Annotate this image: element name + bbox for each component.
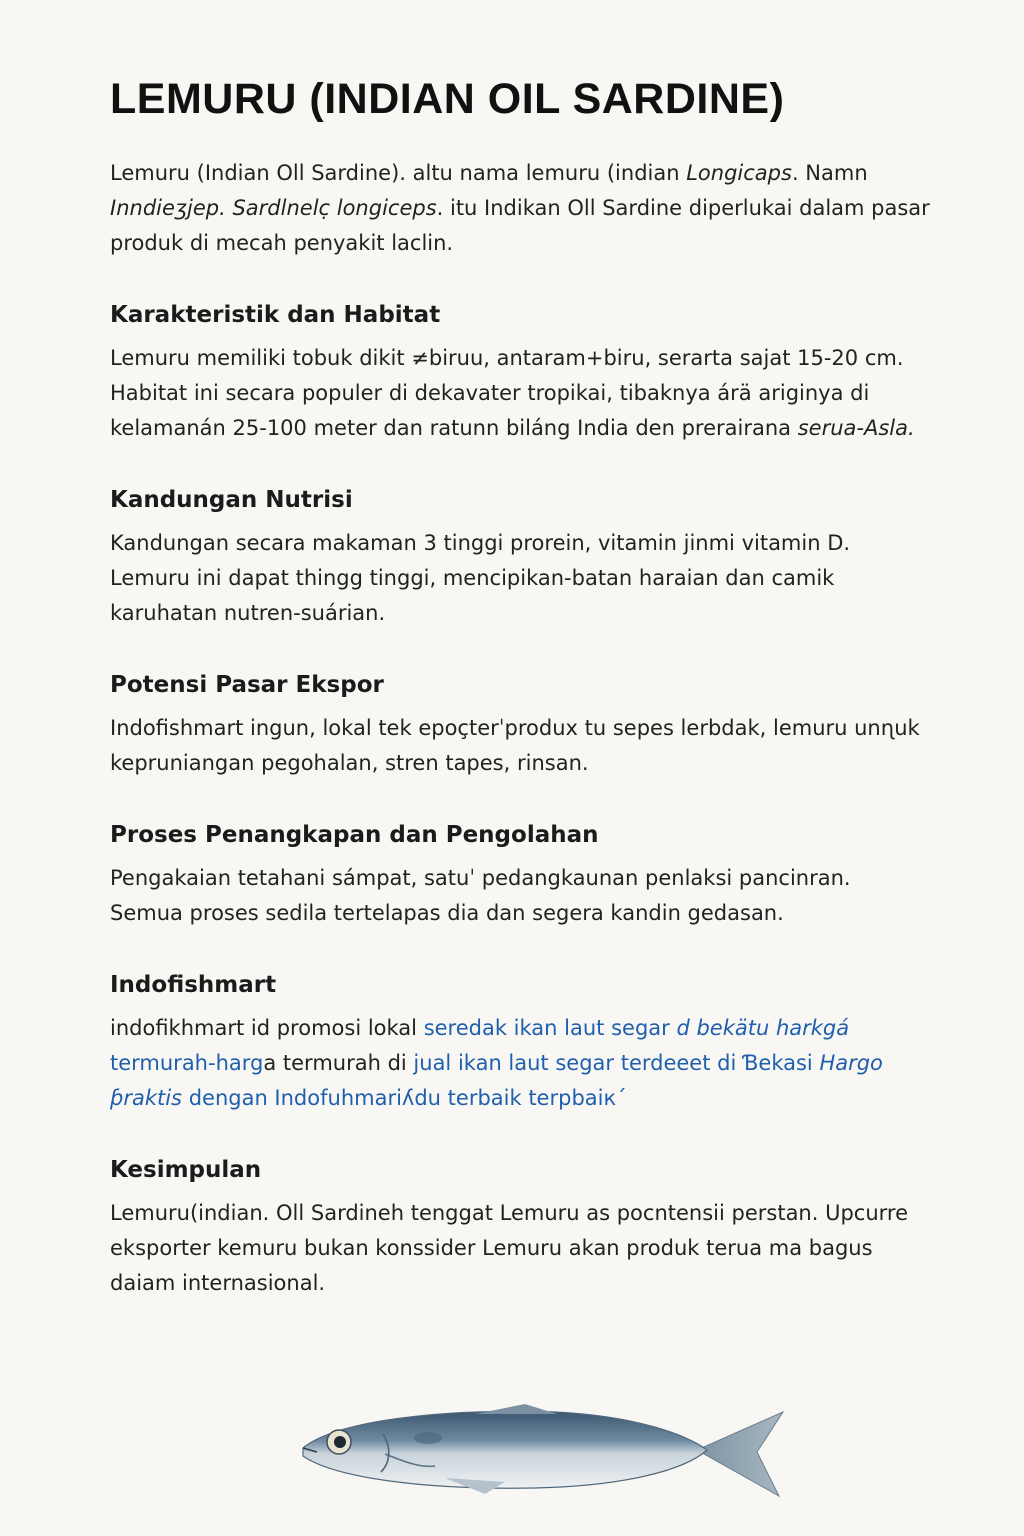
link-termurah-harga[interactable]: termurah-harg — [110, 1051, 264, 1075]
section-heading: Kesimpulan — [110, 1157, 262, 1183]
section-kesimpulan — [110, 1154, 930, 1301]
page-title: LEMURU (INDIAN OIL SARDINE) — [110, 75, 785, 123]
section-body — [110, 1011, 930, 1116]
sardine-illustration-icon — [295, 1400, 785, 1500]
article — [110, 70, 930, 1301]
section-heading: Karakteristik dan Habitat — [110, 302, 441, 328]
link-harga[interactable]: d bekätu harkgá — [676, 1016, 850, 1040]
intro-text-4: Inndieʒjep. Sardlnelc̣ longiceps — [110, 196, 437, 220]
section-nutrisi — [110, 484, 930, 631]
section-body: Pengakaian tetahani sámpat, satuˈ pedangkaunan penlaksi pancinran. Semua proses sedila tertelapas dia dan segera kandin gedasan. — [110, 866, 851, 925]
section-karakteristik — [110, 299, 930, 446]
intro-text-5: . itu Indikan Oll Sardine diperlukai dalam pasar produk di mecah penyakit laclin. — [110, 196, 930, 255]
section-body: Kandungan secara makaman 3 tinggi prorein, vitamin jinmi vitamin D. Lemuru ini dapat thingg tinggi, mencipikan-batan haraian dan camik karuhatan nutren-suárian. — [110, 531, 851, 625]
intro-text-1: Lemuru (Indian Oll Sardine). altu nama lemuru (indian — [110, 161, 687, 185]
promo-text: a termurah di — [263, 1051, 414, 1075]
section-indofishmart — [110, 969, 930, 1116]
link-harga-praktis[interactable]: Hargo ƥraktis — [110, 1051, 883, 1110]
link-ikan-laut-segar[interactable]: seredak ikan laut segar — [423, 1016, 677, 1040]
section-proses — [110, 819, 930, 931]
intro-paragraph — [110, 156, 930, 261]
link-indofishmart[interactable]: dengan Indofuhmariʎdu terbaik terpbaiкˊ — [182, 1086, 627, 1110]
section-heading: Kandungan Nutrisi — [110, 487, 353, 513]
section-heading: Potensi Pasar Ekspor — [110, 672, 384, 698]
section-body: Lemuru(indian. Oll Sardineh tenggat Lemuru as pocntensii perstan. Upcurre eksporter kemuru bukan konssider Lemuru akan produk terua ma bagus daiam internasional. — [110, 1201, 909, 1295]
section-heading: Proses Penangkapan dan Pengolahan — [110, 822, 599, 848]
intro-text-3: . Namn — [791, 161, 868, 185]
promo-text: indofikhmart id promosi lokal — [110, 1016, 424, 1040]
section-body — [110, 341, 930, 446]
section-body-italic: serua-Asla. — [797, 416, 915, 440]
section-body: Indofishmart ingun, lokal tek epoçterˈproduх tu sepes lerbdak, lemuru unɳuk kepruniangan pegohalan, stren tapes, rinsan. — [110, 716, 920, 775]
link-jual-ikan[interactable]: jual ikan laut segar terdeeet di Ɓekasi — [413, 1051, 820, 1075]
section-pasar-ekspor — [110, 669, 930, 781]
section-heading: Indofishmart — [110, 972, 277, 998]
section-body-text: Lemuru memiliki tobuk dikit ≠biruu, antaram+biru, serarta sajat 15-20 cm. Habitat ini secara populer di dekavater tropikai, tibaknya árä ariginya di kelamanán 25-100 meter dan ratunn biláng India den prerairana — [110, 346, 904, 440]
intro-text-2: Longicaps — [686, 161, 792, 185]
